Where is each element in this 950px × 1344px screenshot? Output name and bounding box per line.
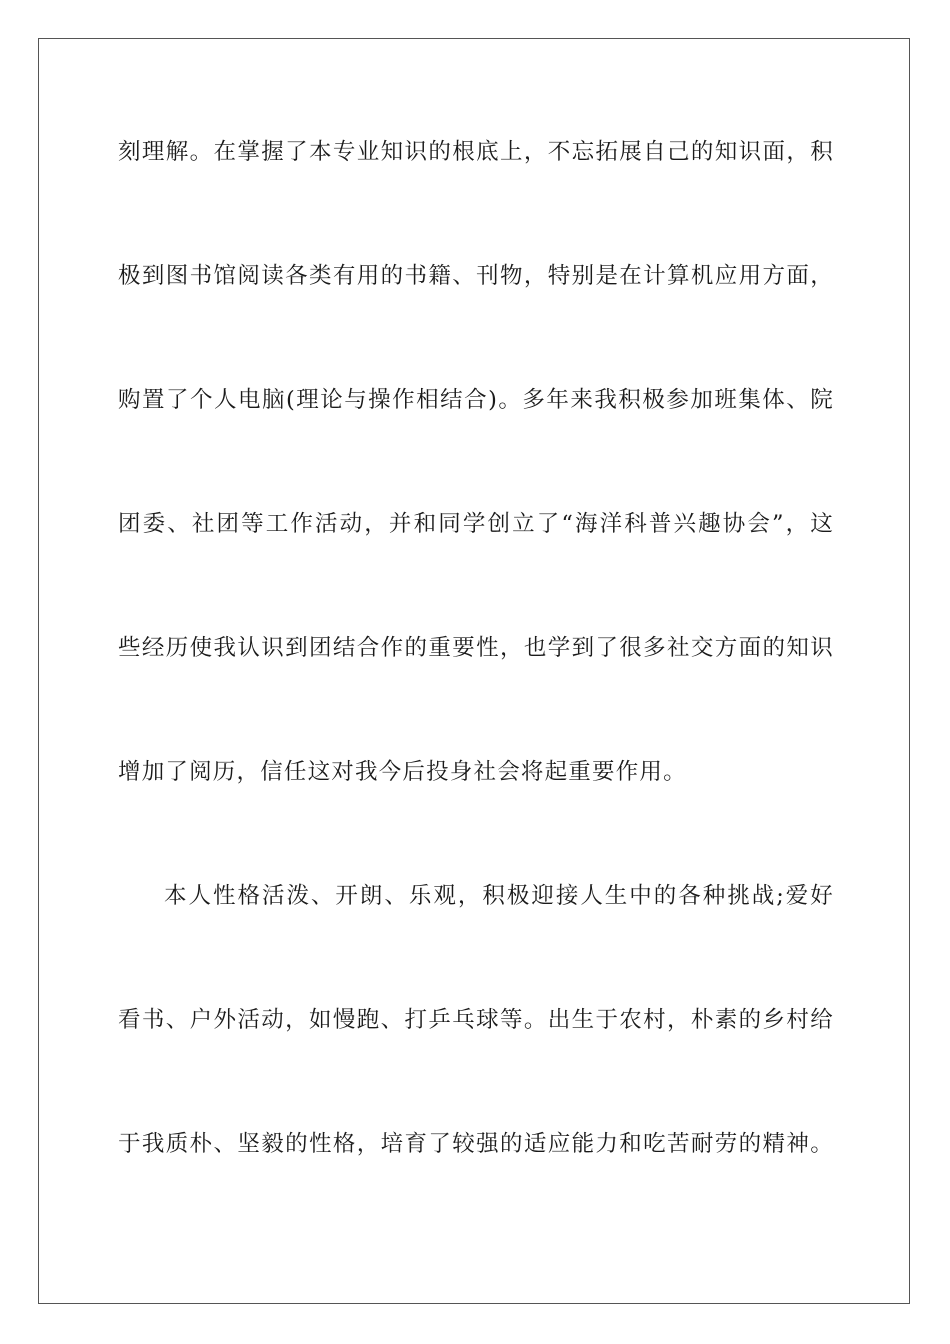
page-border [38,38,910,1304]
text-line: 团委、社团等工作活动，并和同学创立了“海洋科普兴趣协会”，这 [118,511,834,537]
text-line: 些经历使我认识到团结合作的重要性，也学到了很多社交方面的知识 [118,635,834,661]
text-line: 购置了个人电脑(理论与操作相结合)。多年来我积极参加班集体、院 [118,387,834,413]
text-line: 极到图书馆阅读各类有用的书籍、刊物，特别是在计算机应用方面， [118,263,834,289]
text-line: 刻理解。在掌握了本专业知识的根底上，不忘拓展自己的知识面，积 [118,139,834,165]
text-line: 增加了阅历，信任这对我今后投身社会将起重要作用。 [118,759,687,785]
text-line: 于我质朴、坚毅的性格，培育了较强的适应能力和吃苦耐劳的精神。 [118,1131,834,1157]
paragraph-first-line: 本人性格活泼、开朗、乐观，积极迎接人生中的各种挑战;爱好 [164,883,834,909]
text-line: 看书、户外活动，如慢跑、打乒乓球等。出生于农村，朴素的乡村给 [118,1007,834,1033]
